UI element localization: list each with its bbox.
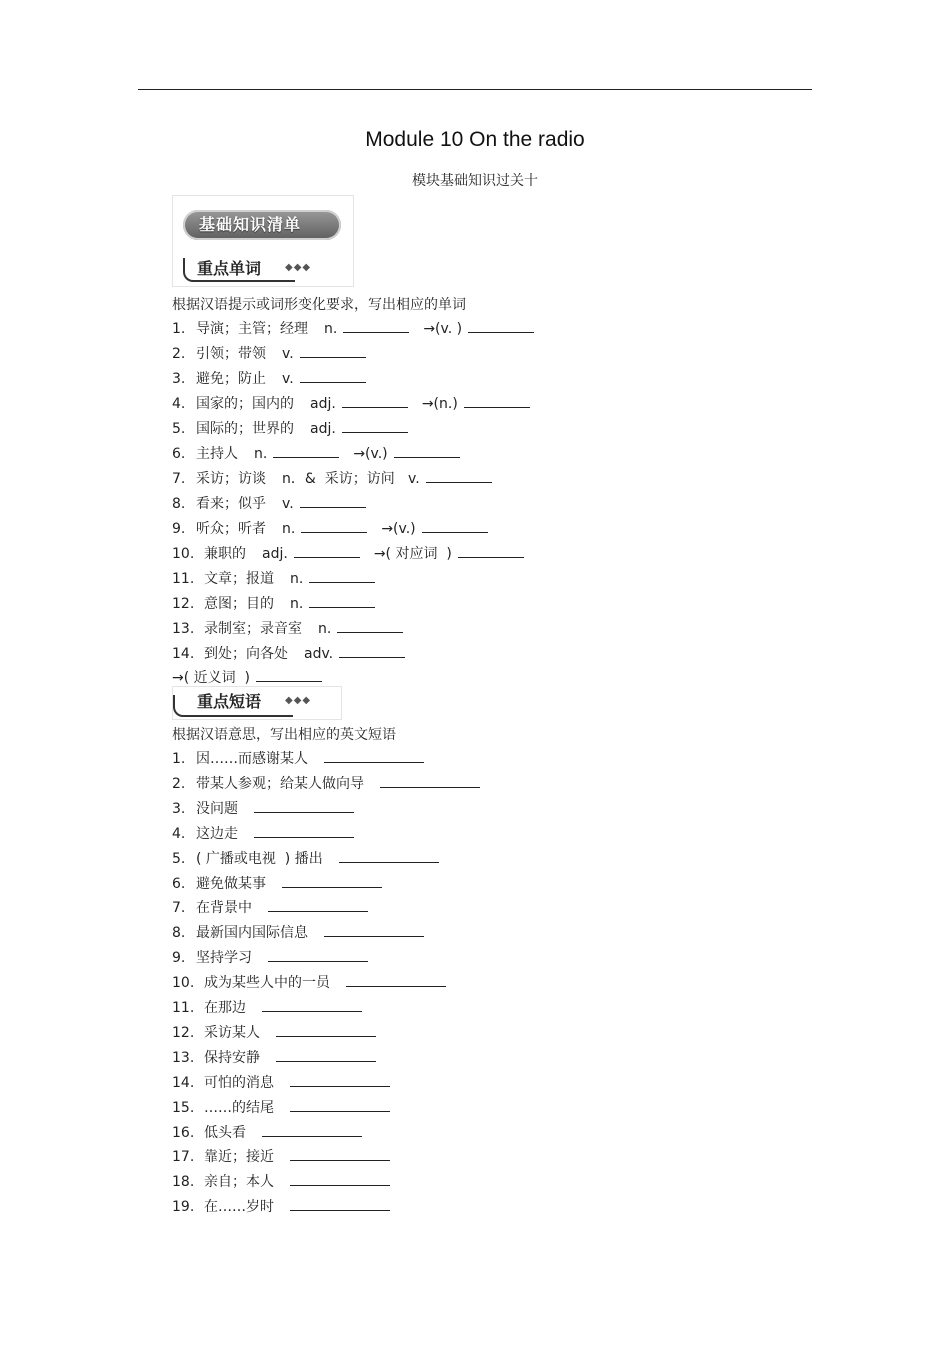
answer-blank[interactable] bbox=[426, 468, 492, 483]
item-prompt: 看来；似乎 bbox=[196, 496, 266, 512]
words-instruction: 根据汉语提示或词形变化要求，写出相应的单词 bbox=[172, 297, 466, 313]
word-item bbox=[172, 343, 366, 363]
part-of-speech: v. bbox=[282, 346, 294, 362]
header-rule bbox=[138, 89, 812, 90]
phrases-instruction: 根据汉语意思，写出相应的英文短语 bbox=[172, 727, 396, 743]
item-prompt: 低头看 bbox=[204, 1125, 246, 1141]
answer-blank[interactable] bbox=[301, 518, 367, 533]
derivation-hint: →(v.) bbox=[353, 446, 388, 462]
phrase-item bbox=[172, 1122, 362, 1142]
diamonds-icon: ◆◆◆ bbox=[285, 262, 312, 273]
word-item bbox=[172, 443, 460, 463]
phrase-item bbox=[172, 773, 480, 793]
answer-blank[interactable] bbox=[346, 972, 446, 987]
item-number: 16. bbox=[172, 1125, 195, 1141]
item-prompt: 国际的；世界的 bbox=[196, 421, 294, 437]
item-prompt: 意图；目的 bbox=[204, 596, 274, 612]
phrase-item bbox=[172, 897, 368, 917]
answer-blank[interactable] bbox=[309, 593, 375, 608]
item-number: 4. bbox=[172, 396, 186, 412]
answer-blank[interactable] bbox=[342, 418, 408, 433]
phrase-item bbox=[172, 1196, 390, 1216]
answer-blank[interactable] bbox=[276, 1047, 376, 1062]
answer-blank[interactable] bbox=[290, 1097, 390, 1112]
item-number: 19. bbox=[172, 1199, 195, 1215]
word-item bbox=[172, 593, 375, 613]
item-number: 11. bbox=[172, 1000, 195, 1016]
key-phrases-label: 重点短语 bbox=[197, 692, 262, 711]
item-prompt: 主持人 bbox=[196, 446, 238, 462]
item-prompt: 靠近；接近 bbox=[204, 1149, 274, 1165]
item-number: 3. bbox=[172, 371, 186, 387]
part-of-speech: n. bbox=[290, 571, 304, 587]
word-item bbox=[172, 618, 403, 638]
item-prompt: 保持安静 bbox=[204, 1050, 260, 1066]
part-of-speech: n．& 采访；访问 v. bbox=[282, 471, 420, 487]
item-number: 6. bbox=[172, 446, 186, 462]
phrase-item bbox=[172, 947, 368, 967]
answer-blank[interactable] bbox=[256, 667, 322, 682]
phrase-item bbox=[172, 798, 354, 818]
phrase-item bbox=[172, 873, 382, 893]
item-number: 8. bbox=[172, 925, 186, 941]
phrase-item bbox=[172, 997, 362, 1017]
word-item bbox=[172, 493, 366, 513]
item-number: 3. bbox=[172, 801, 186, 817]
phrase-item bbox=[172, 922, 424, 942]
answer-blank[interactable] bbox=[394, 443, 460, 458]
item-number: 5. bbox=[172, 851, 186, 867]
item-number: 9. bbox=[172, 521, 186, 537]
answer-blank[interactable] bbox=[337, 618, 403, 633]
answer-blank[interactable] bbox=[273, 443, 339, 458]
page-subtitle: 模块基础知识过关十 bbox=[412, 173, 538, 189]
item-number: 7. bbox=[172, 471, 186, 487]
part-of-speech: adv. bbox=[304, 646, 334, 662]
key-words-label: 重点单词 bbox=[197, 259, 262, 278]
item-prompt: ( 广播或电视 ) 播出 bbox=[196, 851, 323, 867]
derivation-hint: →(n.) bbox=[421, 396, 458, 412]
item-prompt: 坚持学习 bbox=[196, 950, 252, 966]
answer-blank[interactable] bbox=[254, 798, 354, 813]
answer-blank[interactable] bbox=[268, 897, 368, 912]
phrase-item bbox=[172, 1097, 390, 1117]
item-number: 4. bbox=[172, 826, 186, 842]
answer-blank[interactable] bbox=[290, 1171, 390, 1186]
item-prompt: 导演；主管；经理 bbox=[196, 321, 308, 337]
item-number: 11. bbox=[172, 571, 195, 587]
item-prompt: 引领；带领 bbox=[196, 346, 266, 362]
word-item bbox=[172, 418, 408, 438]
answer-blank[interactable] bbox=[342, 393, 408, 408]
item-prompt: 在背景中 bbox=[196, 900, 252, 916]
item-prompt: 在那边 bbox=[204, 1000, 246, 1016]
item-prompt: 兼职的 bbox=[204, 546, 246, 562]
item-prompt: 亲自；本人 bbox=[204, 1174, 274, 1190]
item-prompt: 文章；报道 bbox=[204, 571, 274, 587]
word-item bbox=[172, 368, 366, 388]
item-number: 10. bbox=[172, 975, 195, 991]
item-number: 2. bbox=[172, 776, 186, 792]
part-of-speech: v. bbox=[282, 371, 294, 387]
answer-blank[interactable] bbox=[262, 1122, 362, 1137]
answer-blank[interactable] bbox=[290, 1072, 390, 1087]
answer-blank[interactable] bbox=[343, 318, 409, 333]
item-number: 1. bbox=[172, 321, 186, 337]
answer-blank[interactable] bbox=[422, 518, 488, 533]
answer-blank[interactable] bbox=[458, 543, 524, 558]
item-prompt: 听众；听者 bbox=[196, 521, 266, 537]
item-number: 1. bbox=[172, 751, 186, 767]
item-number: 6. bbox=[172, 876, 186, 892]
page-title: Module 10 On the radio bbox=[365, 128, 585, 151]
item-prompt: 在……岁时 bbox=[204, 1199, 274, 1215]
answer-blank[interactable] bbox=[309, 568, 375, 583]
phrase-item bbox=[172, 748, 424, 768]
item-number: 13. bbox=[172, 1050, 195, 1066]
item-number: 2. bbox=[172, 346, 186, 362]
item-number: 14. bbox=[172, 646, 195, 662]
item-prompt: 避免做某事 bbox=[196, 876, 266, 892]
phrase-item bbox=[172, 848, 439, 868]
derivation-hint: →(v. ) bbox=[423, 321, 463, 337]
phrase-item bbox=[172, 1047, 376, 1067]
word-item bbox=[172, 318, 534, 338]
answer-blank[interactable] bbox=[300, 493, 366, 508]
item-number: 7. bbox=[172, 900, 186, 916]
part-of-speech: adj. bbox=[310, 421, 336, 437]
item-prompt: 成为某些人中的一员 bbox=[204, 975, 330, 991]
item-number: 5. bbox=[172, 421, 186, 437]
answer-blank[interactable] bbox=[290, 1196, 390, 1211]
item-number: 10. bbox=[172, 546, 195, 562]
item-number: 12. bbox=[172, 1025, 195, 1041]
answer-blank[interactable] bbox=[268, 947, 368, 962]
word-item bbox=[172, 468, 492, 488]
answer-blank[interactable] bbox=[339, 643, 405, 658]
item-prompt: 避免；防止 bbox=[196, 371, 266, 387]
part-of-speech: n. bbox=[282, 521, 296, 537]
item-prompt: 国家的；国内的 bbox=[196, 396, 294, 412]
item-prompt: 这边走 bbox=[196, 826, 238, 842]
item-number: 8. bbox=[172, 496, 186, 512]
answer-blank[interactable] bbox=[294, 543, 360, 558]
answer-blank[interactable] bbox=[339, 848, 439, 863]
item-number: 14. bbox=[172, 1075, 195, 1091]
item-number: 9. bbox=[172, 950, 186, 966]
item-number: 12. bbox=[172, 596, 195, 612]
phrase-item bbox=[172, 1072, 390, 1092]
part-of-speech: adj. bbox=[262, 546, 288, 562]
item-prompt: 录制室；录音室 bbox=[204, 621, 302, 637]
part-of-speech: v. bbox=[282, 496, 294, 512]
diamonds-icon: ◆◆◆ bbox=[285, 695, 312, 706]
answer-blank[interactable] bbox=[324, 922, 424, 937]
answer-blank[interactable] bbox=[468, 318, 534, 333]
word-item-continued bbox=[172, 667, 322, 687]
part-of-speech: n. bbox=[254, 446, 268, 462]
item-prompt: 采访某人 bbox=[204, 1025, 260, 1041]
answer-blank[interactable] bbox=[300, 343, 366, 358]
answer-blank[interactable] bbox=[324, 748, 424, 763]
answer-blank[interactable] bbox=[300, 368, 366, 383]
item-prompt: 到处；向各处 bbox=[204, 646, 288, 662]
word-item bbox=[172, 393, 530, 413]
item-prompt: 因……而感谢某人 bbox=[196, 751, 308, 767]
answer-blank[interactable] bbox=[254, 823, 354, 838]
derivation-hint: →(v.) bbox=[381, 521, 416, 537]
synonym-hint: →( 近义词 ) bbox=[172, 670, 251, 686]
part-of-speech: adj. bbox=[310, 396, 336, 412]
answer-blank[interactable] bbox=[262, 997, 362, 1012]
word-item bbox=[172, 518, 488, 538]
phrase-item bbox=[172, 1146, 390, 1166]
phrase-item bbox=[172, 1171, 390, 1191]
phrase-item bbox=[172, 1022, 376, 1042]
word-item bbox=[172, 568, 375, 588]
item-number: 18. bbox=[172, 1174, 195, 1190]
answer-blank[interactable] bbox=[276, 1022, 376, 1037]
word-item bbox=[172, 643, 405, 663]
item-prompt: 采访；访谈 bbox=[196, 471, 266, 487]
phrases-banner bbox=[172, 686, 342, 720]
word-item bbox=[172, 543, 524, 563]
item-prompt: 带某人参观；给某人做向导 bbox=[196, 776, 364, 792]
part-of-speech: n. bbox=[324, 321, 338, 337]
item-prompt: 最新国内国际信息 bbox=[196, 925, 308, 941]
derivation-hint: →( 对应词 ) bbox=[373, 546, 452, 562]
section-banner bbox=[172, 195, 354, 287]
part-of-speech: n. bbox=[318, 621, 332, 637]
item-prompt: 没问题 bbox=[196, 801, 238, 817]
item-number: 13. bbox=[172, 621, 195, 637]
answer-blank[interactable] bbox=[380, 773, 480, 788]
phrase-item bbox=[172, 823, 354, 843]
item-prompt: 可怕的消息 bbox=[204, 1075, 274, 1091]
answer-blank[interactable] bbox=[290, 1146, 390, 1161]
phrase-item bbox=[172, 972, 446, 992]
item-number: 15. bbox=[172, 1100, 195, 1116]
basics-pill-label: 基础知识清单 bbox=[183, 210, 341, 240]
answer-blank[interactable] bbox=[282, 873, 382, 888]
answer-blank[interactable] bbox=[464, 393, 530, 408]
item-number: 17. bbox=[172, 1149, 195, 1165]
item-prompt: ……的结尾 bbox=[204, 1100, 274, 1116]
part-of-speech: n. bbox=[290, 596, 304, 612]
